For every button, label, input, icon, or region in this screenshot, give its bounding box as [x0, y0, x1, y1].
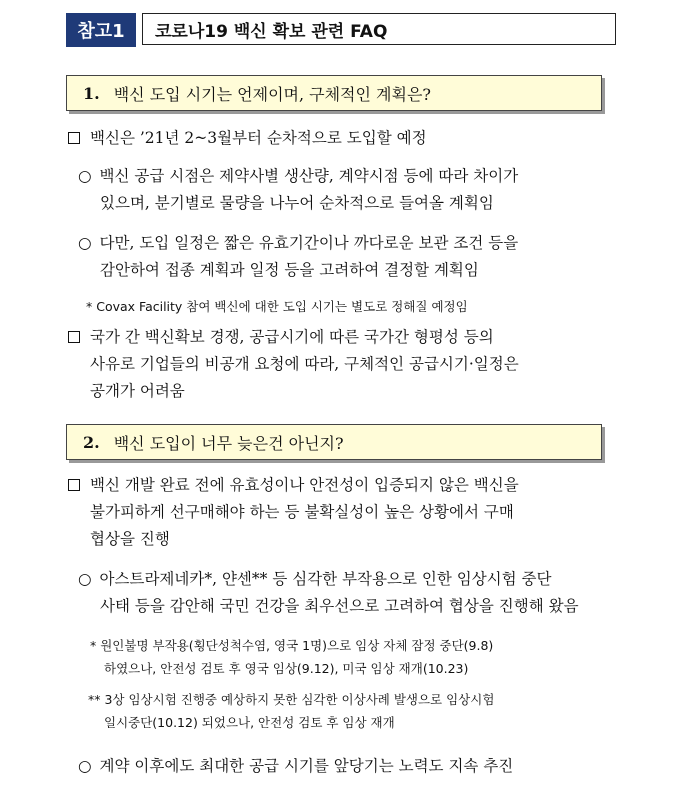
- footnote: ** 3상 임상시험 진행중 예상하지 못한 심각한 이상사례 발생으로 임상시험: [88, 692, 495, 707]
- bullet-item: 백신은 ’21년 2~3월부터 순차적으로 도입할 예정: [68, 131, 427, 147]
- bullet-item: 국가 간 백신확보 경쟁, 공급시기에 따른 국가간 형평성 등의: [68, 330, 494, 346]
- footnote: * Covax Facility 참여 백신에 대한 도입 시기는 별도로 정해질 예정임: [86, 299, 468, 314]
- sub-bullet-continuation: 사태 등을 감안해 국민 건강을 최우선으로 고려하여 협상을 진행해 왔음: [100, 597, 579, 615]
- bullet-item: 백신 개발 완료 전에 유효성이나 안전성이 입증되지 않은 백신을: [68, 478, 519, 494]
- bullet-continuation: 불가피하게 선구매해야 하는 등 불확실성이 높은 상황에서 구매: [90, 503, 514, 521]
- circle-bullet-icon: ○: [78, 234, 92, 252]
- sub-bullet-item: ○ 다만, 도입 일정은 짧은 유효기간이나 까다로운 보관 조건 등을: [78, 234, 519, 252]
- question-text: 백신 도입이 너무 늦은건 아닌지?: [113, 433, 344, 453]
- bullet-continuation: 사유로 기업들의 비공개 요청에 따라, 구체적인 공급시기·일정은: [90, 355, 519, 373]
- page-title: 코로나19 백신 확보 관련 FAQ: [142, 13, 616, 45]
- sub-bullet-item: ○ 백신 공급 시점은 제약사별 생산량, 계약시점 등에 따라 차이가: [78, 167, 519, 185]
- sub-bullet-item: ○ 아스트라제네카*, 얀센** 등 심각한 부작용으로 인한 임상시험 중단: [78, 570, 552, 588]
- sub-bullet-continuation: 있으며, 분기별로 물량을 나누어 순차적으로 들여올 계획임: [100, 194, 494, 212]
- square-bullet-icon: [68, 132, 80, 144]
- question-text: 백신 도입 시기는 언제이며, 구체적인 계획은?: [113, 84, 432, 104]
- footnote-continuation: 하였으나, 안전성 검토 후 영국 임상(9.12), 미국 임상 재개(10.23): [104, 661, 469, 676]
- bullet-continuation: 공개가 어려움: [90, 382, 185, 400]
- circle-bullet-icon: ○: [78, 570, 92, 588]
- square-bullet-icon: [68, 331, 80, 343]
- circle-bullet-icon: ○: [78, 757, 92, 775]
- square-bullet-icon: [68, 479, 80, 491]
- footnote-continuation: 일시중단(10.12) 되었으나, 안전성 검토 후 임상 재개: [104, 715, 395, 730]
- question-box-2: [66, 424, 602, 460]
- sub-bullet-continuation: 감안하여 접종 계획과 일정 등을 고려하여 결정할 계획임: [100, 261, 479, 279]
- question-number: 1.: [83, 83, 100, 103]
- section-tag: 참고1: [66, 13, 136, 47]
- bullet-continuation: 협상을 진행: [90, 530, 170, 548]
- footnote: * 원인불명 부작용(횡단성척수염, 영국 1명)으로 임상 자체 잠정 중단(9.8): [90, 638, 494, 653]
- question-number: 2.: [83, 432, 100, 452]
- question-box-1: [66, 75, 602, 111]
- sub-bullet-item: ○ 계약 이후에도 최대한 공급 시기를 앞당기는 노력도 지속 추진: [78, 757, 514, 775]
- circle-bullet-icon: ○: [78, 167, 92, 185]
